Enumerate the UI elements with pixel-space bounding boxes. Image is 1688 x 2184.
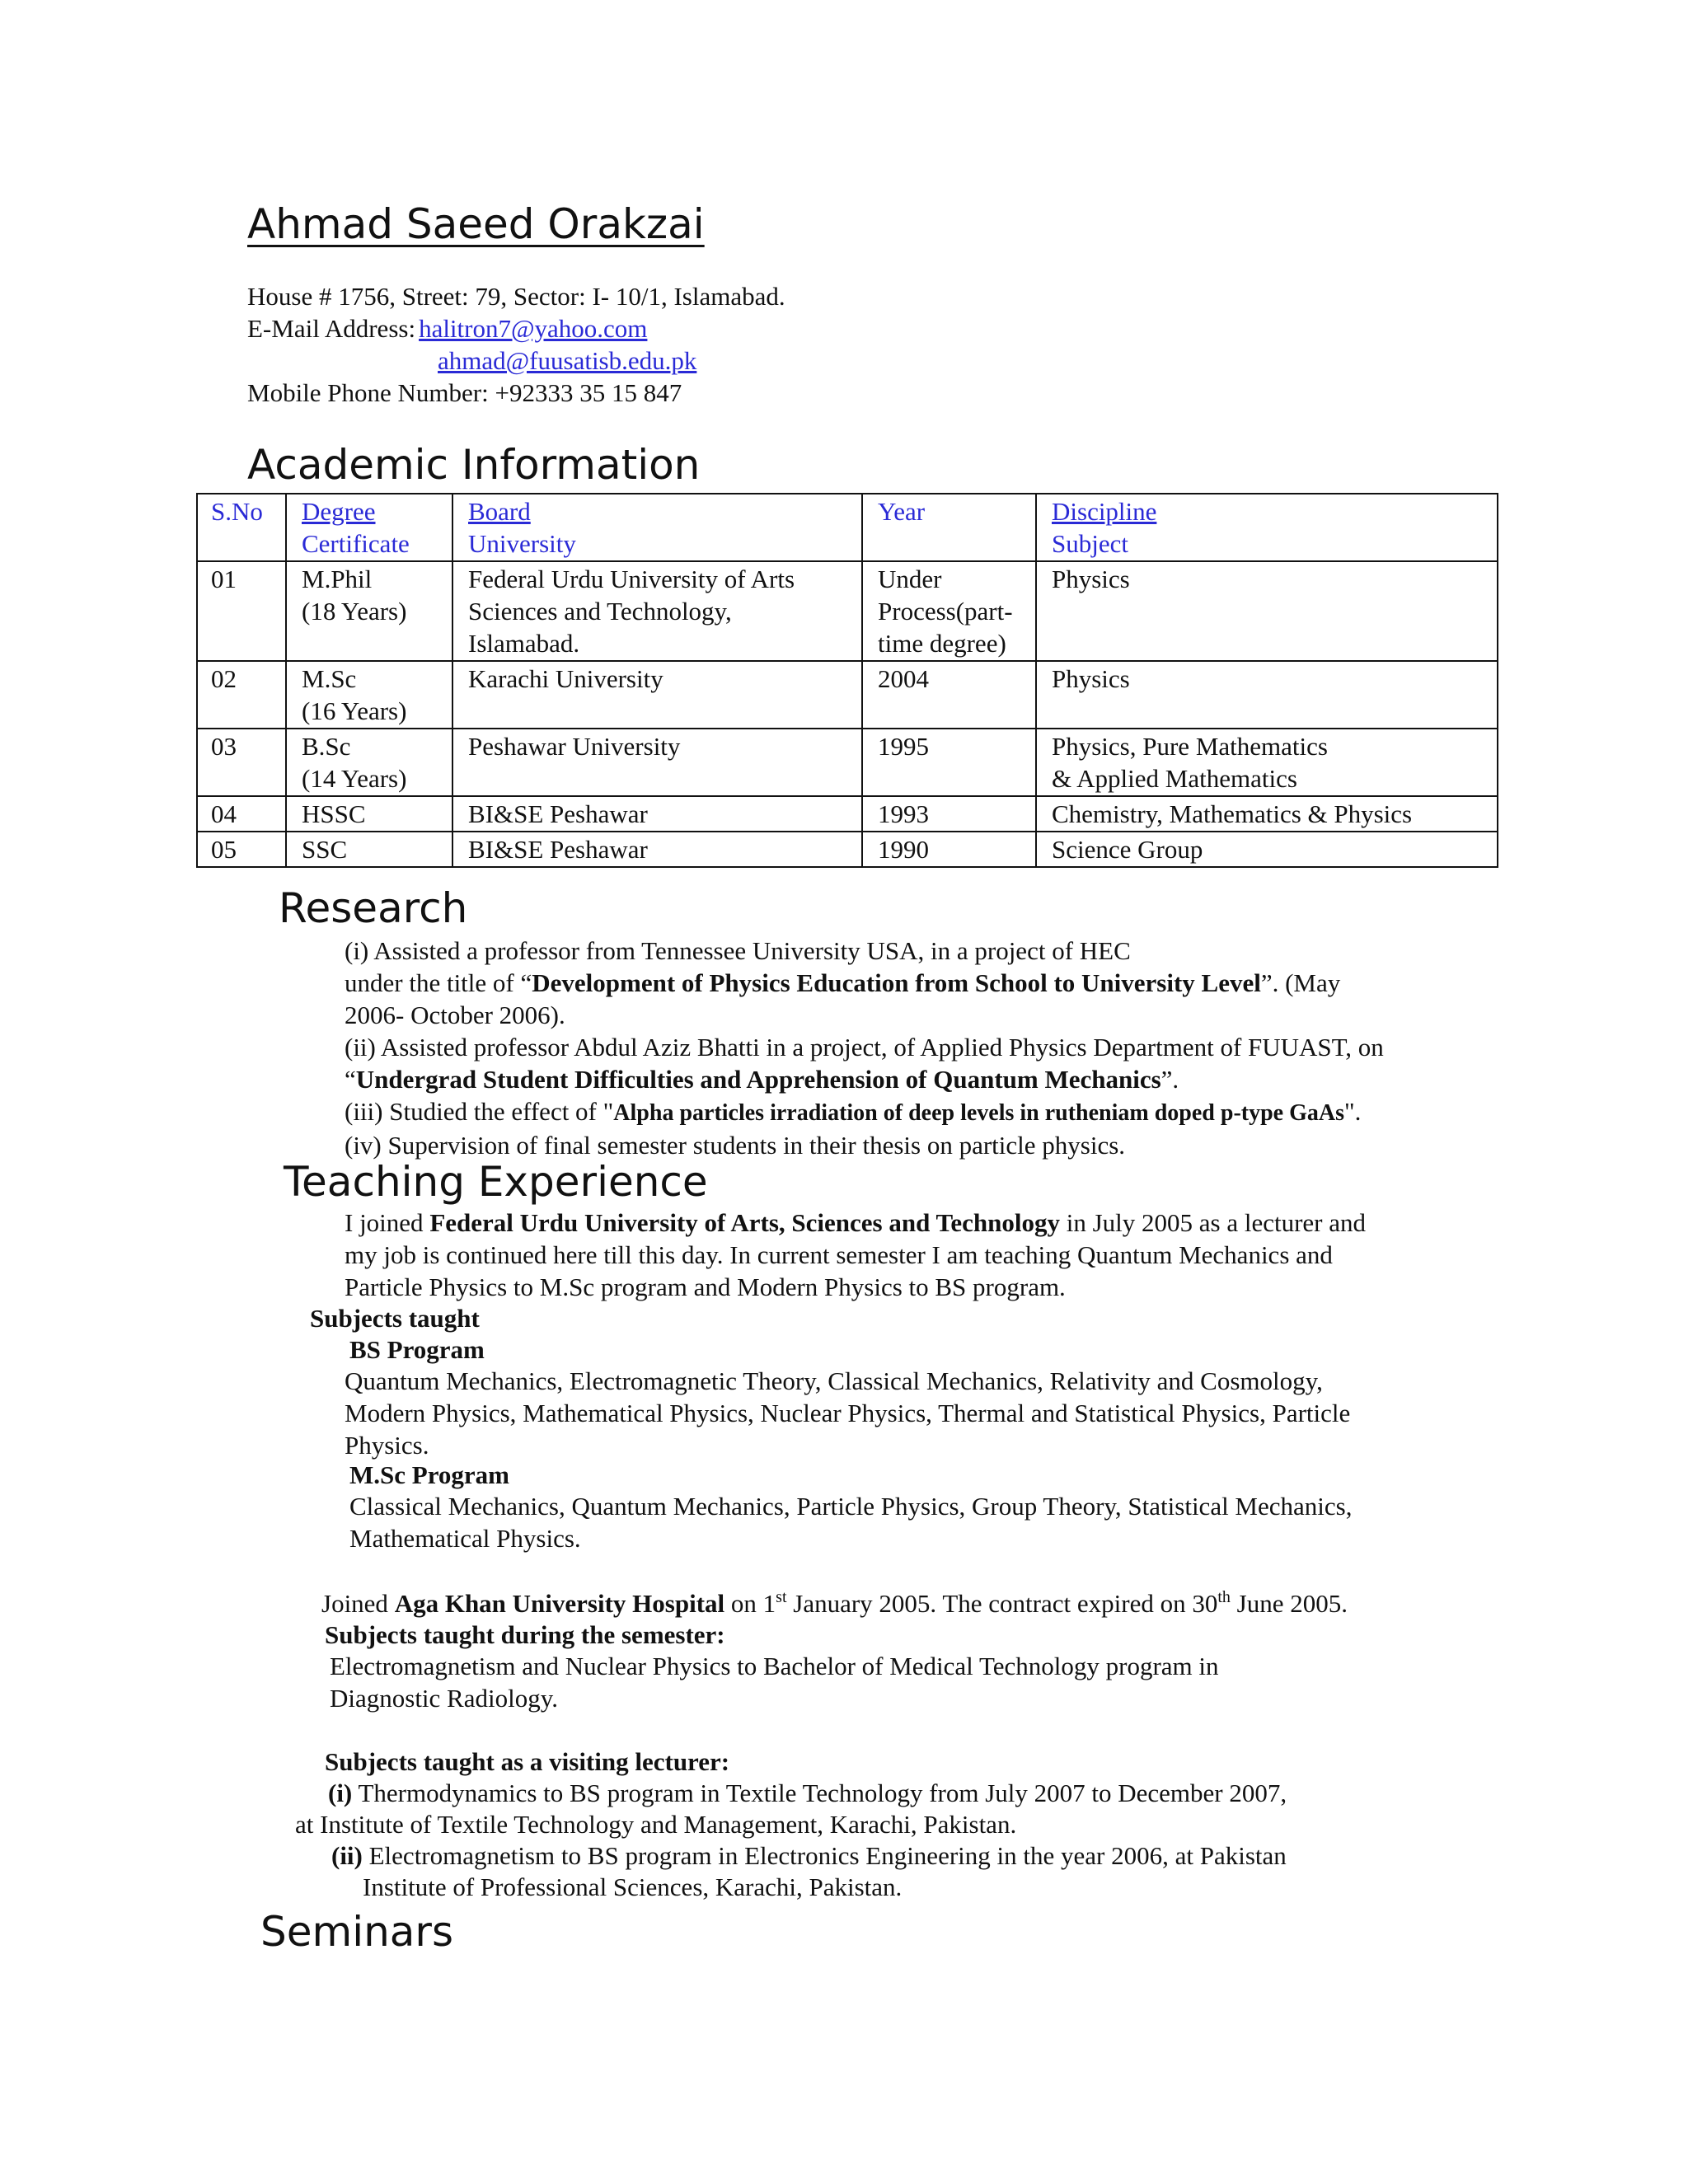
- bs-program-label: BS Program: [349, 1335, 485, 1364]
- table-row: 03 B.Sc (14 Years) Peshawar University 1995 Physics, Pure Mathematics & Applied Mathematics: [197, 729, 1498, 796]
- aku-subjects: Electromagnetism and Nuclear Physics to Bachelor of Medical Technology program in Diagnostic Radiology.: [330, 1652, 1219, 1713]
- teaching-heading: Teaching Experience: [284, 1158, 708, 1206]
- table-row: 05 SSC BI&SE Peshawar 1990 Science Group: [197, 832, 1498, 867]
- header-year: Year: [862, 494, 1036, 561]
- table-row: 02 M.Sc (16 Years) Karachi University 2004 Physics: [197, 661, 1498, 729]
- header-sno: S.No: [197, 494, 286, 561]
- research-item-3: (iii) Studied the effect of "Alpha particles irradiation of deep levels in rutheniam doped p-type GaAs".: [345, 1097, 1362, 1126]
- table-header-row: [197, 494, 1498, 561]
- research-heading: Research: [279, 884, 468, 932]
- subjects-taught-label: Subjects taught: [310, 1304, 480, 1333]
- email-link-primary[interactable]: halitron7@yahoo.com: [419, 314, 648, 343]
- seminars-heading: Seminars: [260, 1908, 454, 1956]
- address: House # 1756, Street: 79, Sector: I- 10/1, Islamabad.: [247, 282, 785, 311]
- visiting-item-1: (i) Thermodynamics to BS program in Textile Technology from July 2007 to December 2007,: [328, 1779, 1287, 1807]
- header-discipline: Discipline Subject: [1036, 494, 1498, 561]
- msc-program-label: M.Sc Program: [349, 1460, 509, 1489]
- email-link-secondary[interactable]: ahmad@fuusatisb.edu.pk: [438, 346, 697, 375]
- candidate-name: Ahmad Saeed Orakzai: [247, 200, 705, 248]
- research-project-title-2: Undergrad Student Difficulties and Apprehension of Quantum Mechanics: [355, 1065, 1161, 1094]
- research-item-2: (ii) Assisted professor Abdul Aziz Bhatti in a project, of Applied Physics Department of FUUAST, on: [345, 1033, 1384, 1062]
- academic-heading: Academic Information: [247, 441, 701, 489]
- aku-employment: Joined Aga Khan University Hospital on 1st January 2005. The contract expired on 30th June 2005.: [321, 1588, 1348, 1618]
- header-board: Board University: [452, 494, 862, 561]
- employer-fuuast: Federal Urdu University of Arts, Sciences and Technology: [429, 1208, 1060, 1237]
- email-label: E-Mail Address:: [247, 314, 416, 343]
- msc-subjects: Classical Mechanics, Quantum Mechanics, Particle Physics, Group Theory, Statistical Mechanics, Mathematical Physics.: [349, 1492, 1353, 1553]
- academic-table: [196, 493, 1498, 868]
- contact-block: [247, 280, 785, 409]
- research-item-1: (i) Assisted a professor from Tennessee University USA, in a project of HEC: [345, 936, 1131, 965]
- visiting-item-1-line2: at Institute of Textile Technology and Management, Karachi, Pakistan.: [295, 1810, 1017, 1839]
- aku-subjects-label: Subjects taught during the semester:: [325, 1620, 725, 1649]
- research-block: (i) Assisted a professor from Tennessee University USA, in a project of HEC under the title of “Development of Physics Education from School to University Level”. (May 2006- October 2006). (ii) Assisted professor Abdul Aziz Bhatti in a project, of Applied Physics Department of FUUAST, on “Undergrad Student Difficulties and Apprehension of Quantum Mechanics”. (iii) Studied the effect of "Alpha particles irradiation of deep levels in rutheniam doped p-type GaAs". (iv) Supervision of final semester students in their thesis on particle physics.: [345, 935, 1465, 1161]
- table-row: 01 M.Phil (18 Years) Federal Urdu University of Arts Sciences and Technology, Islamabad. Under Process(part- time degree) Physics: [197, 561, 1498, 661]
- employer-aku: Aga Khan University Hospital: [394, 1589, 725, 1618]
- visiting-item-2-line2: Institute of Professional Sciences, Karachi, Pakistan.: [363, 1872, 903, 1901]
- teaching-intro: I joined Federal Urdu University of Arts, Sciences and Technology in July 2005 as a lecturer and my job is continued here till this day. In current semester I am teaching Quantum Mechanics and Particle Physics to M.Sc program and Modern Physics to BS program.: [345, 1208, 1367, 1301]
- mobile-number: Mobile Phone Number: +92333 35 15 847: [247, 378, 682, 407]
- research-project-title-1: Development of Physics Education from School to University Level: [532, 968, 1261, 997]
- visiting-item-2: (ii) Electromagnetism to BS program in Electronics Engineering in the year 2006, at Pakistan: [331, 1841, 1287, 1870]
- visiting-label: Subjects taught as a visiting lecturer:: [325, 1747, 730, 1776]
- bs-subjects: Quantum Mechanics, Electromagnetic Theory, Classical Mechanics, Relativity and Cosmology, Modern Physics, Mathematical Physics, Nuclear Physics, Thermal and Statistical Physics, Particle Physics.: [345, 1366, 1351, 1460]
- research-item-4: (iv) Supervision of final semester students in their thesis on particle physics.: [345, 1131, 1126, 1160]
- table-row: 04 HSSC BI&SE Peshawar 1993 Chemistry, Mathematics & Physics: [197, 796, 1498, 832]
- header-degree: Degree Certificate: [286, 494, 452, 561]
